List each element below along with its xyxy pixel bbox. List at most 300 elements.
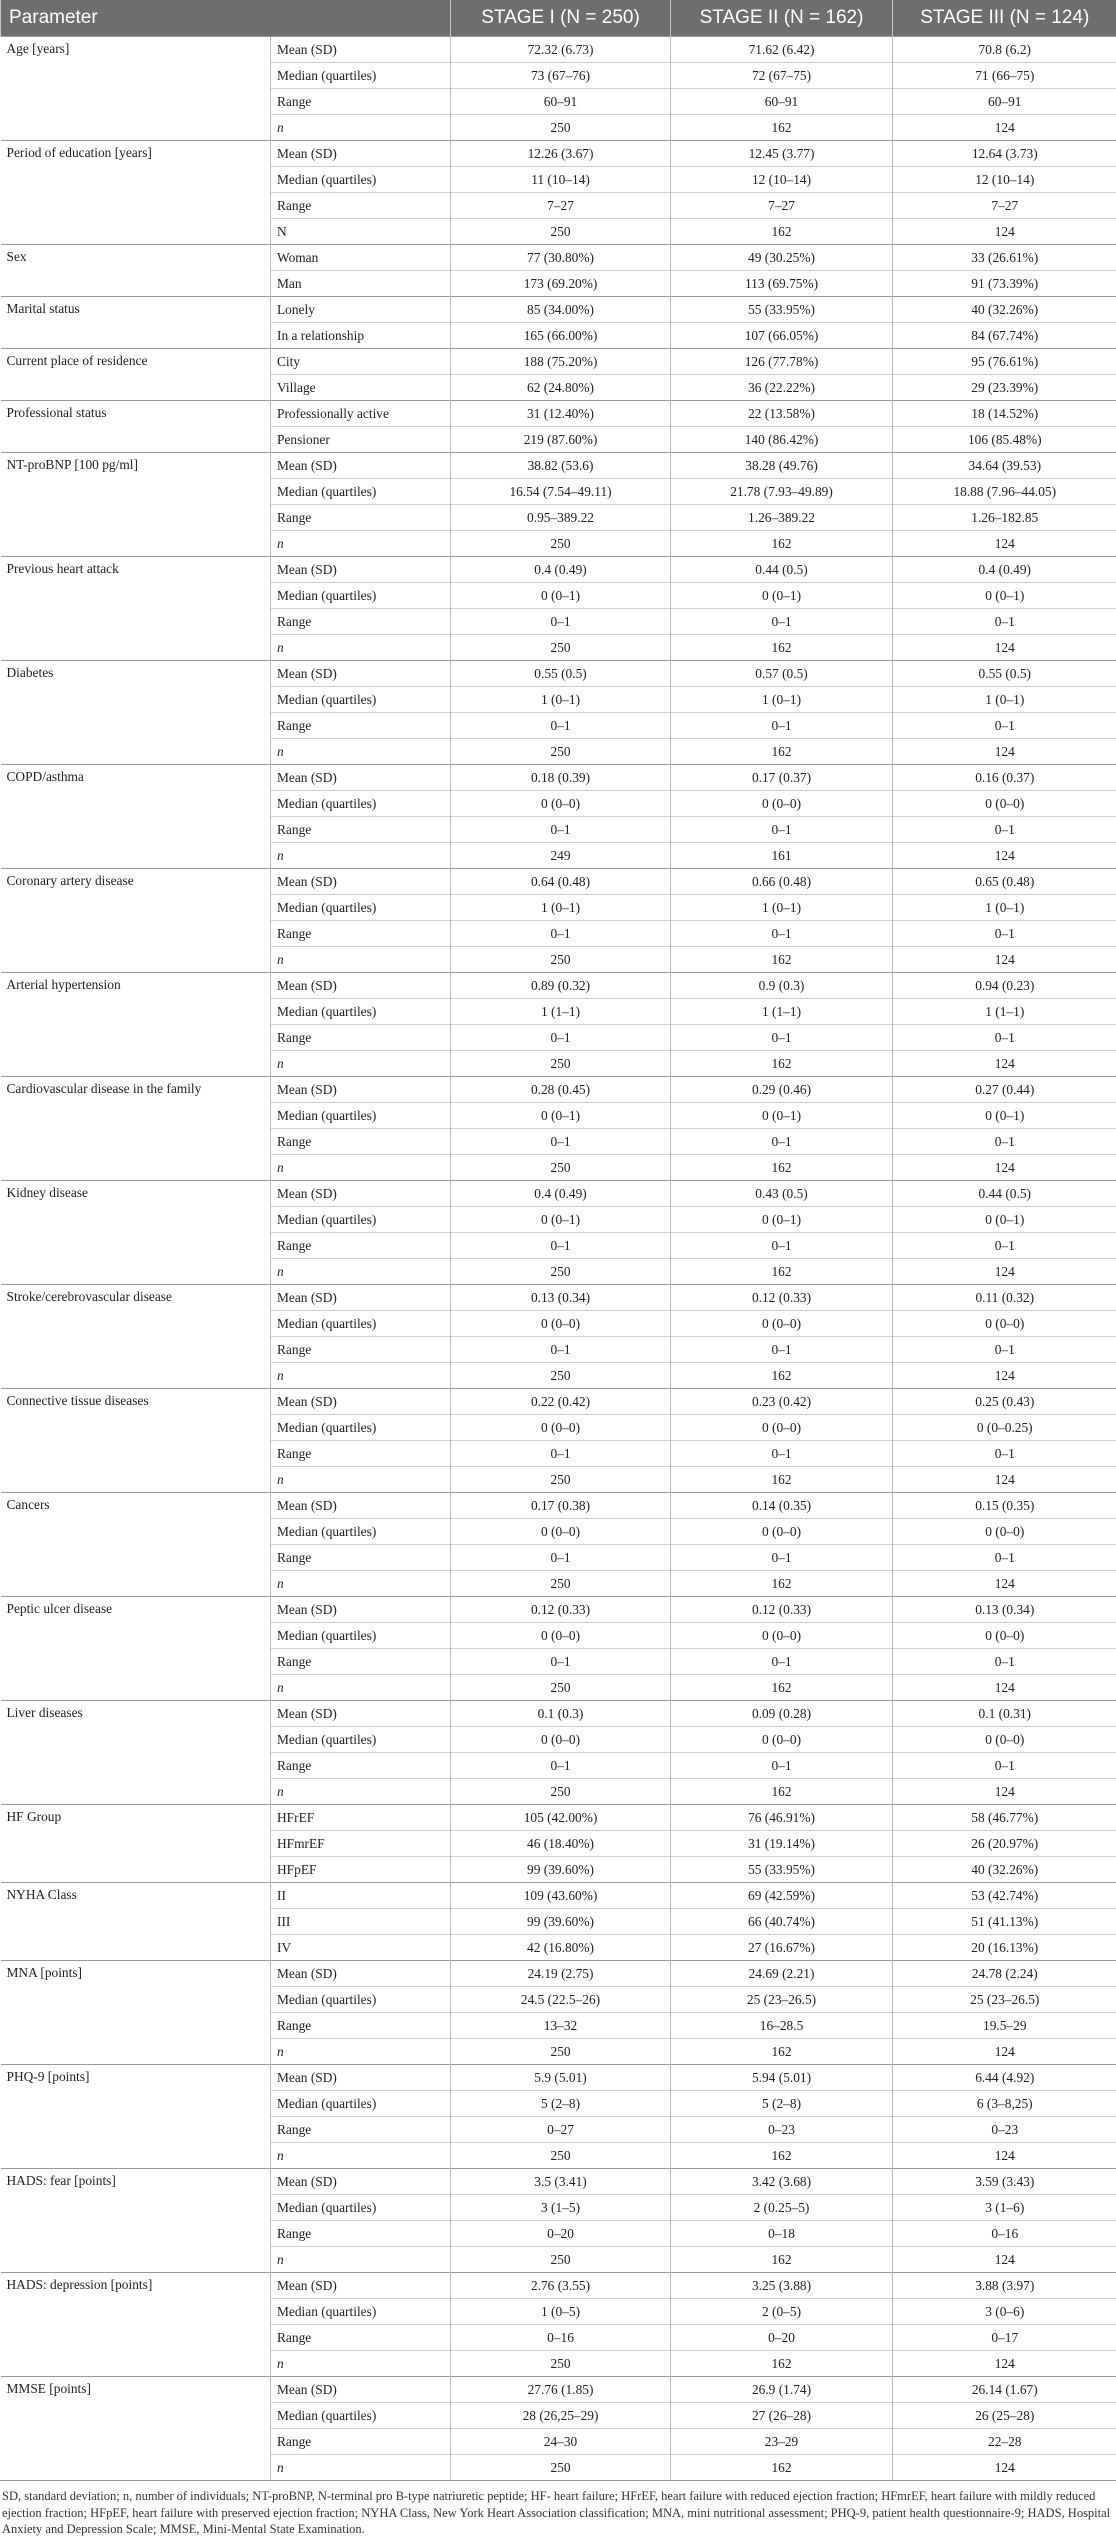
stage-3-value-cell: 0.13 (0.34) (893, 1597, 1116, 1623)
stage-1-value-cell: 2.76 (3.55) (451, 2273, 671, 2299)
stage-3-value-cell: 51 (41.13%) (893, 1909, 1116, 1935)
stage-3-value-cell: 124 (893, 1259, 1116, 1285)
stage-2-value-cell: 162 (671, 947, 893, 973)
parameter-cell: Sex (1, 245, 271, 297)
stage-3-value-cell: 53 (42.74%) (893, 1883, 1116, 1909)
stage-3-value-cell: 0 (0–0) (893, 1519, 1116, 1545)
statistic-cell: n (271, 1467, 451, 1493)
stage-3-value-cell: 124 (893, 635, 1116, 661)
statistic-cell: Range (271, 2429, 451, 2455)
statistic-cell: Median (quartiles) (271, 1987, 451, 2013)
stage-2-value-cell: 0–20 (671, 2325, 893, 2351)
statistic-cell: Median (quartiles) (271, 2403, 451, 2429)
statistic-cell: Median (quartiles) (271, 167, 451, 193)
statistic-cell: Mean (SD) (271, 1493, 451, 1519)
stage-2-value-cell: 25 (23–26.5) (671, 1987, 893, 2013)
stage-1-value-cell: 31 (12.40%) (451, 401, 671, 427)
table-row (1, 1883, 1116, 1909)
table-row (1, 557, 1116, 583)
stage-2-value-cell: 55 (33.95%) (671, 297, 893, 323)
stage-3-value-cell: 124 (893, 1467, 1116, 1493)
stage-1-value-cell: 1 (0–5) (451, 2299, 671, 2325)
stage-2-value-cell: 16–28.5 (671, 2013, 893, 2039)
statistic-cell: Range (271, 1753, 451, 1779)
stage-3-value-cell: 124 (893, 947, 1116, 973)
stage-2-value-cell: 49 (30.25%) (671, 245, 893, 271)
stage-3-value-cell: 60–91 (893, 89, 1116, 115)
statistic-cell: Mean (SD) (271, 453, 451, 479)
stage-1-value-cell: 0–1 (451, 1649, 671, 1675)
stage-3-value-cell: 124 (893, 2143, 1116, 2169)
stage-3-value-cell: 84 (67.74%) (893, 323, 1116, 349)
stage-3-value-cell: 0 (0–0) (893, 1311, 1116, 1337)
stage-1-value-cell: 0.89 (0.32) (451, 973, 671, 999)
stage-1-value-cell: 46 (18.40%) (451, 1831, 671, 1857)
stage-2-value-cell: 162 (671, 1051, 893, 1077)
statistic-cell: HFmrEF (271, 1831, 451, 1857)
statistic-cell: City (271, 349, 451, 375)
statistic-cell: Median (quartiles) (271, 1207, 451, 1233)
stage-3-value-cell: 22–28 (893, 2429, 1116, 2455)
stage-2-value-cell: 162 (671, 739, 893, 765)
stage-2-value-cell: 23–29 (671, 2429, 893, 2455)
stage-3-value-cell: 24.78 (2.24) (893, 1961, 1116, 1987)
stage-1-value-cell: 250 (451, 947, 671, 973)
statistic-cell: Median (quartiles) (271, 63, 451, 89)
stage-1-value-cell: 0–1 (451, 921, 671, 947)
statistic-cell: Median (quartiles) (271, 1727, 451, 1753)
stage-2-value-cell: 7–27 (671, 193, 893, 219)
statistic-cell: Median (quartiles) (271, 1519, 451, 1545)
stage-2-value-cell: 0–1 (671, 1337, 893, 1363)
stage-3-value-cell: 0–1 (893, 1545, 1116, 1571)
header-row (1, 0, 1116, 37)
stage-3-value-cell: 0 (0–1) (893, 1103, 1116, 1129)
stage-1-value-cell: 0.4 (0.49) (451, 1181, 671, 1207)
statistic-cell: n (271, 843, 451, 869)
parameter-cell: MMSE [points] (1, 2377, 271, 2481)
statistic-cell: Range (271, 713, 451, 739)
stage-3-value-cell: 0.4 (0.49) (893, 557, 1116, 583)
stage-3-value-cell: 40 (32.26%) (893, 1857, 1116, 1883)
stage-2-value-cell: 1 (0–1) (671, 895, 893, 921)
stage-1-value-cell: 0 (0–0) (451, 1415, 671, 1441)
stage-3-value-cell: 70.8 (6.2) (893, 37, 1116, 63)
stage-2-value-cell: 0–1 (671, 1025, 893, 1051)
stage-3-value-cell: 124 (893, 1779, 1116, 1805)
parameter-cell: Marital status (1, 297, 271, 349)
stage-2-value-cell: 162 (671, 1675, 893, 1701)
stage-2-value-cell: 162 (671, 115, 893, 141)
stage-2-value-cell: 5 (2–8) (671, 2091, 893, 2117)
table-row (1, 2273, 1116, 2299)
stage-3-value-cell: 0–16 (893, 2221, 1116, 2247)
stage-2-value-cell: 26.9 (1.74) (671, 2377, 893, 2403)
stage-1-value-cell: 250 (451, 1467, 671, 1493)
stage-2-value-cell: 162 (671, 1779, 893, 1805)
stage-2-value-cell: 0–1 (671, 1233, 893, 1259)
stage-3-value-cell: 124 (893, 1571, 1116, 1597)
table-row (1, 1389, 1116, 1415)
stage-1-value-cell: 250 (451, 2351, 671, 2377)
statistic-cell: n (271, 531, 451, 557)
stage-1-value-cell: 173 (69.20%) (451, 271, 671, 297)
stage-1-value-cell: 250 (451, 531, 671, 557)
stage-1-value-cell: 5.9 (5.01) (451, 2065, 671, 2091)
stage-1-value-cell: 0–1 (451, 1233, 671, 1259)
table-row (1, 869, 1116, 895)
stage-1-value-cell: 250 (451, 115, 671, 141)
stage-2-value-cell: 0–1 (671, 817, 893, 843)
stage-1-value-cell: 250 (451, 1571, 671, 1597)
stage-1-value-cell: 1 (0–1) (451, 687, 671, 713)
table-row (1, 245, 1116, 271)
parameter-cell: Diabetes (1, 661, 271, 765)
stage-1-value-cell: 24.5 (22.5–26) (451, 1987, 671, 2013)
statistic-cell: n (271, 1571, 451, 1597)
stage-2-value-cell: 71.62 (6.42) (671, 37, 893, 63)
table-row (1, 765, 1116, 791)
stage-3-value-cell: 0.65 (0.48) (893, 869, 1116, 895)
statistic-cell: Range (271, 921, 451, 947)
stage-3-value-cell: 0–1 (893, 609, 1116, 635)
parameter-cell: NT-proBNP [100 pg/ml] (1, 453, 271, 557)
table-row (1, 1805, 1116, 1831)
stage-3-value-cell: 26 (20.97%) (893, 1831, 1116, 1857)
stage-2-value-cell: 5.94 (5.01) (671, 2065, 893, 2091)
stage-3-value-cell: 12.64 (3.73) (893, 141, 1116, 167)
stage-3-value-cell: 0–1 (893, 713, 1116, 739)
parameter-cell: Liver diseases (1, 1701, 271, 1805)
parameter-cell: Cardiovascular disease in the family (1, 1077, 271, 1181)
stage-1-value-cell: 250 (451, 2247, 671, 2273)
stage-1-value-cell: 0 (0–0) (451, 1519, 671, 1545)
stage-2-value-cell: 0.44 (0.5) (671, 557, 893, 583)
statistic-cell: Range (271, 505, 451, 531)
stage-1-value-cell: 250 (451, 739, 671, 765)
stage-1-value-cell: 38.82 (53.6) (451, 453, 671, 479)
stage-1-value-cell: 0.95–389.22 (451, 505, 671, 531)
stage-3-value-cell: 3 (0–6) (893, 2299, 1116, 2325)
table-row (1, 37, 1116, 63)
stage-2-value-cell: 0 (0–0) (671, 1727, 893, 1753)
stage-1-value-cell: 27.76 (1.85) (451, 2377, 671, 2403)
parameter-cell: COPD/asthma (1, 765, 271, 869)
stage-2-value-cell: 0–23 (671, 2117, 893, 2143)
stage-3-value-cell: 0–1 (893, 1129, 1116, 1155)
stage-3-value-cell: 124 (893, 1155, 1116, 1181)
stage-2-value-cell: 162 (671, 1155, 893, 1181)
stage-3-value-cell: 1 (0–1) (893, 687, 1116, 713)
parameter-cell: Coronary artery disease (1, 869, 271, 973)
stage-1-value-cell: 0–1 (451, 609, 671, 635)
stage-3-value-cell: 0–17 (893, 2325, 1116, 2351)
stage-1-value-cell: 73 (67–76) (451, 63, 671, 89)
stage-3-value-cell: 0.44 (0.5) (893, 1181, 1116, 1207)
statistic-cell: n (271, 2039, 451, 2065)
table-row (1, 141, 1116, 167)
stage-3-value-cell: 1.26–182.85 (893, 505, 1116, 531)
statistic-cell: Mean (SD) (271, 37, 451, 63)
table-row (1, 661, 1116, 687)
statistic-cell: n (271, 1779, 451, 1805)
stage-3-value-cell: 0–23 (893, 2117, 1116, 2143)
stage-1-value-cell: 250 (451, 2143, 671, 2169)
stage-3-value-cell: 29 (23.39%) (893, 375, 1116, 401)
statistic-cell: Mean (SD) (271, 141, 451, 167)
stage-3-value-cell: 58 (46.77%) (893, 1805, 1116, 1831)
stage-1-value-cell: 0–1 (451, 1129, 671, 1155)
statistic-cell: Mean (SD) (271, 1389, 451, 1415)
statistic-cell: Range (271, 609, 451, 635)
stage-2-value-cell: 0–18 (671, 2221, 893, 2247)
statistic-cell: Median (quartiles) (271, 1415, 451, 1441)
statistic-cell: Median (quartiles) (271, 999, 451, 1025)
statistic-cell: n (271, 1363, 451, 1389)
stage-3-value-cell: 124 (893, 531, 1116, 557)
stage-3-value-cell: 0.25 (0.43) (893, 1389, 1116, 1415)
stage-2-value-cell: 76 (46.91%) (671, 1805, 893, 1831)
stage-1-value-cell: 250 (451, 1779, 671, 1805)
stage-1-value-cell: 0.1 (0.3) (451, 1701, 671, 1727)
stage-3-value-cell: 0 (0–0) (893, 1727, 1116, 1753)
stage-1-value-cell: 1 (0–1) (451, 895, 671, 921)
stage-1-value-cell: 165 (66.00%) (451, 323, 671, 349)
table-row (1, 401, 1116, 427)
stage-2-value-cell: 3.25 (3.88) (671, 2273, 893, 2299)
stage-1-value-cell: 0.4 (0.49) (451, 557, 671, 583)
stage-1-value-cell: 0 (0–0) (451, 1727, 671, 1753)
statistic-cell: n (271, 1155, 451, 1181)
parameter-cell: Connective tissue diseases (1, 1389, 271, 1493)
stage-2-value-cell: 0–1 (671, 1545, 893, 1571)
stage-3-value-cell: 124 (893, 219, 1116, 245)
stage-3-value-cell: 6 (3–8,25) (893, 2091, 1116, 2117)
header-stage-3: STAGE III (N = 124) (893, 0, 1116, 37)
stage-1-value-cell: 0 (0–0) (451, 791, 671, 817)
stage-1-value-cell: 250 (451, 1363, 671, 1389)
stage-1-value-cell: 1 (1–1) (451, 999, 671, 1025)
stage-3-value-cell: 0.11 (0.32) (893, 1285, 1116, 1311)
stage-1-value-cell: 0–1 (451, 1545, 671, 1571)
header-stage-1: STAGE I (N = 250) (451, 0, 671, 37)
statistic-cell: Range (271, 1649, 451, 1675)
stage-2-value-cell: 66 (40.74%) (671, 1909, 893, 1935)
statistic-cell: Median (quartiles) (271, 687, 451, 713)
statistic-cell: HFrEF (271, 1805, 451, 1831)
stage-1-value-cell: 0–1 (451, 713, 671, 739)
stage-3-value-cell: 0 (0–0) (893, 1623, 1116, 1649)
stage-2-value-cell: 12.45 (3.77) (671, 141, 893, 167)
stage-2-value-cell: 162 (671, 531, 893, 557)
stage-1-value-cell: 0.17 (0.38) (451, 1493, 671, 1519)
table-row (1, 1961, 1116, 1987)
statistic-cell: Pensioner (271, 427, 451, 453)
statistic-cell: Median (quartiles) (271, 895, 451, 921)
stage-1-value-cell: 188 (75.20%) (451, 349, 671, 375)
stage-2-value-cell: 12 (10–14) (671, 167, 893, 193)
stage-2-value-cell: 162 (671, 1363, 893, 1389)
stage-1-value-cell: 62 (24.80%) (451, 375, 671, 401)
statistic-cell: Lonely (271, 297, 451, 323)
statistic-cell: Range (271, 1129, 451, 1155)
stage-3-value-cell: 95 (76.61%) (893, 349, 1116, 375)
stage-2-value-cell: 140 (86.42%) (671, 427, 893, 453)
stage-2-value-cell: 0–1 (671, 921, 893, 947)
statistic-cell: Mean (SD) (271, 1961, 451, 1987)
stage-1-value-cell: 0–1 (451, 1025, 671, 1051)
statistic-cell: Median (quartiles) (271, 791, 451, 817)
stage-2-value-cell: 0.9 (0.3) (671, 973, 893, 999)
statistic-cell: Professionally active (271, 401, 451, 427)
statistic-cell: Mean (SD) (271, 973, 451, 999)
statistic-cell: N (271, 219, 451, 245)
statistic-cell: Range (271, 2325, 451, 2351)
stage-2-value-cell: 1 (0–1) (671, 687, 893, 713)
statistic-cell: Median (quartiles) (271, 583, 451, 609)
stage-1-value-cell: 0.22 (0.42) (451, 1389, 671, 1415)
stage-2-value-cell: 3.42 (3.68) (671, 2169, 893, 2195)
stage-1-value-cell: 60–91 (451, 89, 671, 115)
statistic-cell: IV (271, 1935, 451, 1961)
stage-3-value-cell: 26 (25–28) (893, 2403, 1116, 2429)
statistic-cell: Median (quartiles) (271, 2299, 451, 2325)
parameter-cell: HADS: fear [points] (1, 2169, 271, 2273)
stage-3-value-cell: 0.15 (0.35) (893, 1493, 1116, 1519)
stage-3-value-cell: 0–1 (893, 1753, 1116, 1779)
statistic-cell: Village (271, 375, 451, 401)
stage-1-value-cell: 250 (451, 1155, 671, 1181)
statistic-cell: n (271, 115, 451, 141)
stage-1-value-cell: 0–1 (451, 1753, 671, 1779)
stage-3-value-cell: 106 (85.48%) (893, 427, 1116, 453)
table-row (1, 2065, 1116, 2091)
stage-1-value-cell: 5 (2–8) (451, 2091, 671, 2117)
stage-1-value-cell: 0 (0–0) (451, 1623, 671, 1649)
stage-2-value-cell: 0 (0–0) (671, 1311, 893, 1337)
stage-2-value-cell: 22 (13.58%) (671, 401, 893, 427)
parameter-cell: PHQ-9 [points] (1, 2065, 271, 2169)
stage-1-value-cell: 0.28 (0.45) (451, 1077, 671, 1103)
table-row (1, 1597, 1116, 1623)
stage-2-value-cell: 0 (0–1) (671, 583, 893, 609)
stage-2-value-cell: 162 (671, 1571, 893, 1597)
stage-3-value-cell: 0 (0–1) (893, 1207, 1116, 1233)
stage-2-value-cell: 162 (671, 635, 893, 661)
stage-1-value-cell: 11 (10–14) (451, 167, 671, 193)
statistic-cell: Median (quartiles) (271, 1623, 451, 1649)
statistic-cell: Mean (SD) (271, 1701, 451, 1727)
stage-2-value-cell: 0 (0–0) (671, 1415, 893, 1441)
statistic-cell: n (271, 2455, 451, 2481)
statistic-cell: Mean (SD) (271, 869, 451, 895)
statistic-cell: Range (271, 817, 451, 843)
stage-3-value-cell: 3.88 (3.97) (893, 2273, 1116, 2299)
statistic-cell: Median (quartiles) (271, 1311, 451, 1337)
statistic-cell: n (271, 947, 451, 973)
table-row (1, 1181, 1116, 1207)
statistic-cell: Mean (SD) (271, 661, 451, 687)
statistic-cell: Man (271, 271, 451, 297)
stage-3-value-cell: 124 (893, 1363, 1116, 1389)
stage-1-value-cell: 0.13 (0.34) (451, 1285, 671, 1311)
stage-2-value-cell: 0–1 (671, 1753, 893, 1779)
stage-1-value-cell: 16.54 (7.54–49.11) (451, 479, 671, 505)
stage-2-value-cell: 162 (671, 2455, 893, 2481)
stage-2-value-cell: 0 (0–0) (671, 1519, 893, 1545)
stage-1-value-cell: 219 (87.60%) (451, 427, 671, 453)
stage-2-value-cell: 1 (1–1) (671, 999, 893, 1025)
stage-3-value-cell: 34.64 (39.53) (893, 453, 1116, 479)
statistic-cell: Range (271, 1441, 451, 1467)
stage-1-value-cell: 99 (39.60%) (451, 1857, 671, 1883)
stage-1-value-cell: 85 (34.00%) (451, 297, 671, 323)
statistic-cell: n (271, 2143, 451, 2169)
statistic-cell: Median (quartiles) (271, 479, 451, 505)
stage-2-value-cell: 0.17 (0.37) (671, 765, 893, 791)
statistic-cell: In a relationship (271, 323, 451, 349)
stage-3-value-cell: 0–1 (893, 1441, 1116, 1467)
header-parameter: Parameter (1, 0, 451, 37)
stage-3-value-cell: 3 (1–6) (893, 2195, 1116, 2221)
parameter-cell: Previous heart attack (1, 557, 271, 661)
stage-3-value-cell: 3.59 (3.43) (893, 2169, 1116, 2195)
statistic-cell: Median (quartiles) (271, 2091, 451, 2117)
stage-2-value-cell: 31 (19.14%) (671, 1831, 893, 1857)
stage-3-value-cell: 0–1 (893, 1025, 1116, 1051)
statistic-cell: HFpEF (271, 1857, 451, 1883)
table-row (1, 1701, 1116, 1727)
statistic-cell: Mean (SD) (271, 2377, 451, 2403)
stage-2-value-cell: 0.12 (0.33) (671, 1285, 893, 1311)
stage-3-value-cell: 18.88 (7.96–44.05) (893, 479, 1116, 505)
stage-2-value-cell: 69 (42.59%) (671, 1883, 893, 1909)
stage-1-value-cell: 250 (451, 1675, 671, 1701)
stage-1-value-cell: 7–27 (451, 193, 671, 219)
statistic-cell: n (271, 739, 451, 765)
parameter-cell: NYHA Class (1, 1883, 271, 1961)
stage-3-value-cell: 40 (32.26%) (893, 297, 1116, 323)
stage-3-value-cell: 124 (893, 2039, 1116, 2065)
stage-3-value-cell: 124 (893, 115, 1116, 141)
stage-1-value-cell: 0.12 (0.33) (451, 1597, 671, 1623)
stage-2-value-cell: 2 (0.25–5) (671, 2195, 893, 2221)
stage-3-value-cell: 18 (14.52%) (893, 401, 1116, 427)
statistic-cell: n (271, 1675, 451, 1701)
table-row (1, 2169, 1116, 2195)
stage-2-value-cell: 27 (16.67%) (671, 1935, 893, 1961)
stage-2-value-cell: 0–1 (671, 713, 893, 739)
stage-3-value-cell: 0–1 (893, 1233, 1116, 1259)
stage-2-value-cell: 0.12 (0.33) (671, 1597, 893, 1623)
stage-3-value-cell: 33 (26.61%) (893, 245, 1116, 271)
stage-2-value-cell: 36 (22.22%) (671, 375, 893, 401)
statistic-cell: Mean (SD) (271, 2065, 451, 2091)
stage-2-value-cell: 0–1 (671, 1441, 893, 1467)
stage-1-value-cell: 250 (451, 2455, 671, 2481)
stage-2-value-cell: 162 (671, 1467, 893, 1493)
stage-3-value-cell: 0–1 (893, 1337, 1116, 1363)
statistic-cell: Range (271, 2117, 451, 2143)
header-stage-2: STAGE II (N = 162) (671, 0, 893, 37)
stage-1-value-cell: 12.26 (3.67) (451, 141, 671, 167)
statistic-cell: Range (271, 2221, 451, 2247)
stage-3-value-cell: 124 (893, 739, 1116, 765)
stage-3-value-cell: 26.14 (1.67) (893, 2377, 1116, 2403)
stage-3-value-cell: 20 (16.13%) (893, 1935, 1116, 1961)
stage-2-value-cell: 72 (67–75) (671, 63, 893, 89)
statistic-cell: n (271, 2247, 451, 2273)
